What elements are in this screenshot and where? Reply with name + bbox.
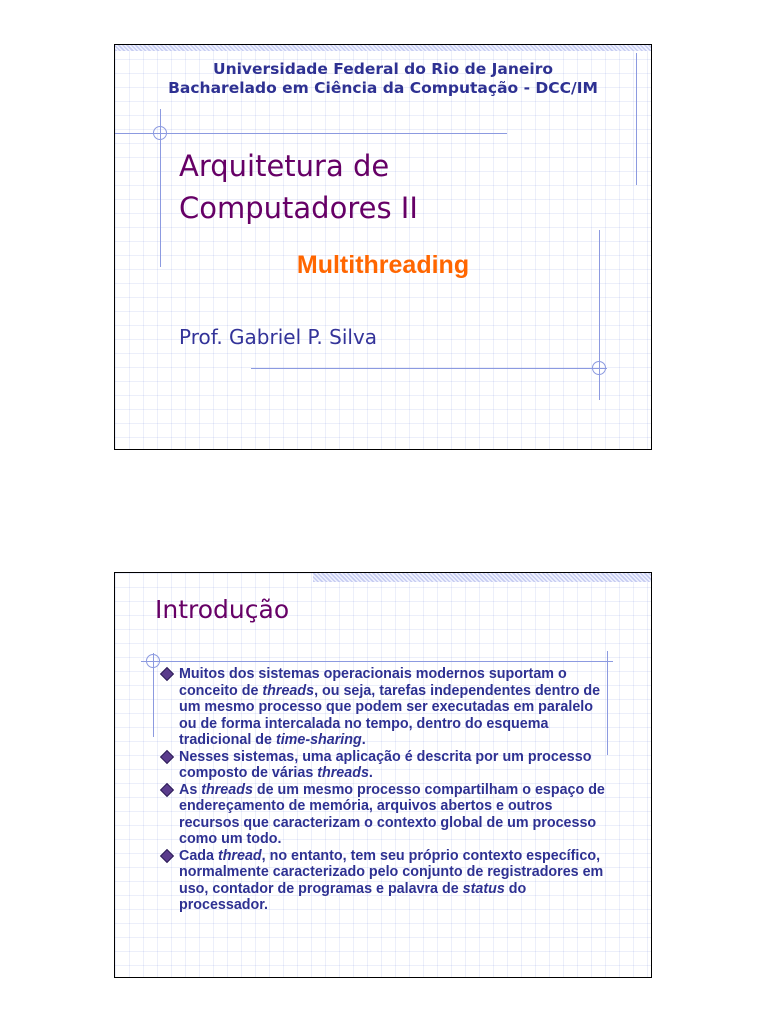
- slide-title: [114, 44, 652, 450]
- university-name: Universidade Federal do Rio de Janeiro: [212, 60, 553, 78]
- bullet-item: Nesses sistemas, uma aplicação é descrita por um processo composto de várias threads.: [159, 749, 609, 782]
- horizontal-rule-decoration: [141, 661, 613, 662]
- program-name: Bacharelado em Ciência da Computação - DCC/IM: [168, 79, 598, 97]
- diamond-bullet-icon: [160, 848, 174, 862]
- title-line-1: Arquitetura de: [179, 149, 390, 183]
- horizontal-rule-decoration: [115, 133, 507, 134]
- hatch-band-decoration: [313, 573, 652, 582]
- slide-title-introducao: Introdução: [155, 595, 290, 624]
- diamond-bullet-icon: [160, 667, 174, 681]
- crosshair-decoration: [146, 654, 160, 668]
- hatch-band-decoration: [115, 45, 652, 51]
- crosshair-decoration: [153, 126, 167, 140]
- slide-subtitle: Multithreading: [296, 251, 470, 279]
- bullet-item: As threads de um mesmo processo compartilham o espaço de endereçamento de memória, arquivos abertos e outros recursos que caracterizam o contexto global de um processo como um todo.: [159, 782, 609, 848]
- bullet-item: Cada thread, no entanto, tem seu próprio contexto específico, normalmente caracterizado pelo conjunto de registradores em uso, contador de programas e palavra de status do processador.: [159, 848, 609, 914]
- bullet-item: Muitos dos sistemas operacionais modernos suportam o conceito de threads, ou seja, tarefas independentes dentro de um mesmo processo que podem ser executadas em paralelo ou de forma intercalada no tempo, dentro do esquema tradicional de time-sharing.: [159, 666, 609, 749]
- crosshair-decoration: [592, 361, 606, 375]
- diamond-bullet-icon: [160, 749, 174, 763]
- slide-introduction: [114, 572, 652, 978]
- diamond-bullet-icon: [160, 782, 174, 796]
- author-name: Prof. Gabriel P. Silva: [179, 325, 378, 349]
- horizontal-rule-decoration: [251, 368, 607, 369]
- slide-main-title: [179, 145, 418, 229]
- bullet-list: [159, 666, 609, 914]
- title-line-2: Computadores II: [179, 191, 418, 225]
